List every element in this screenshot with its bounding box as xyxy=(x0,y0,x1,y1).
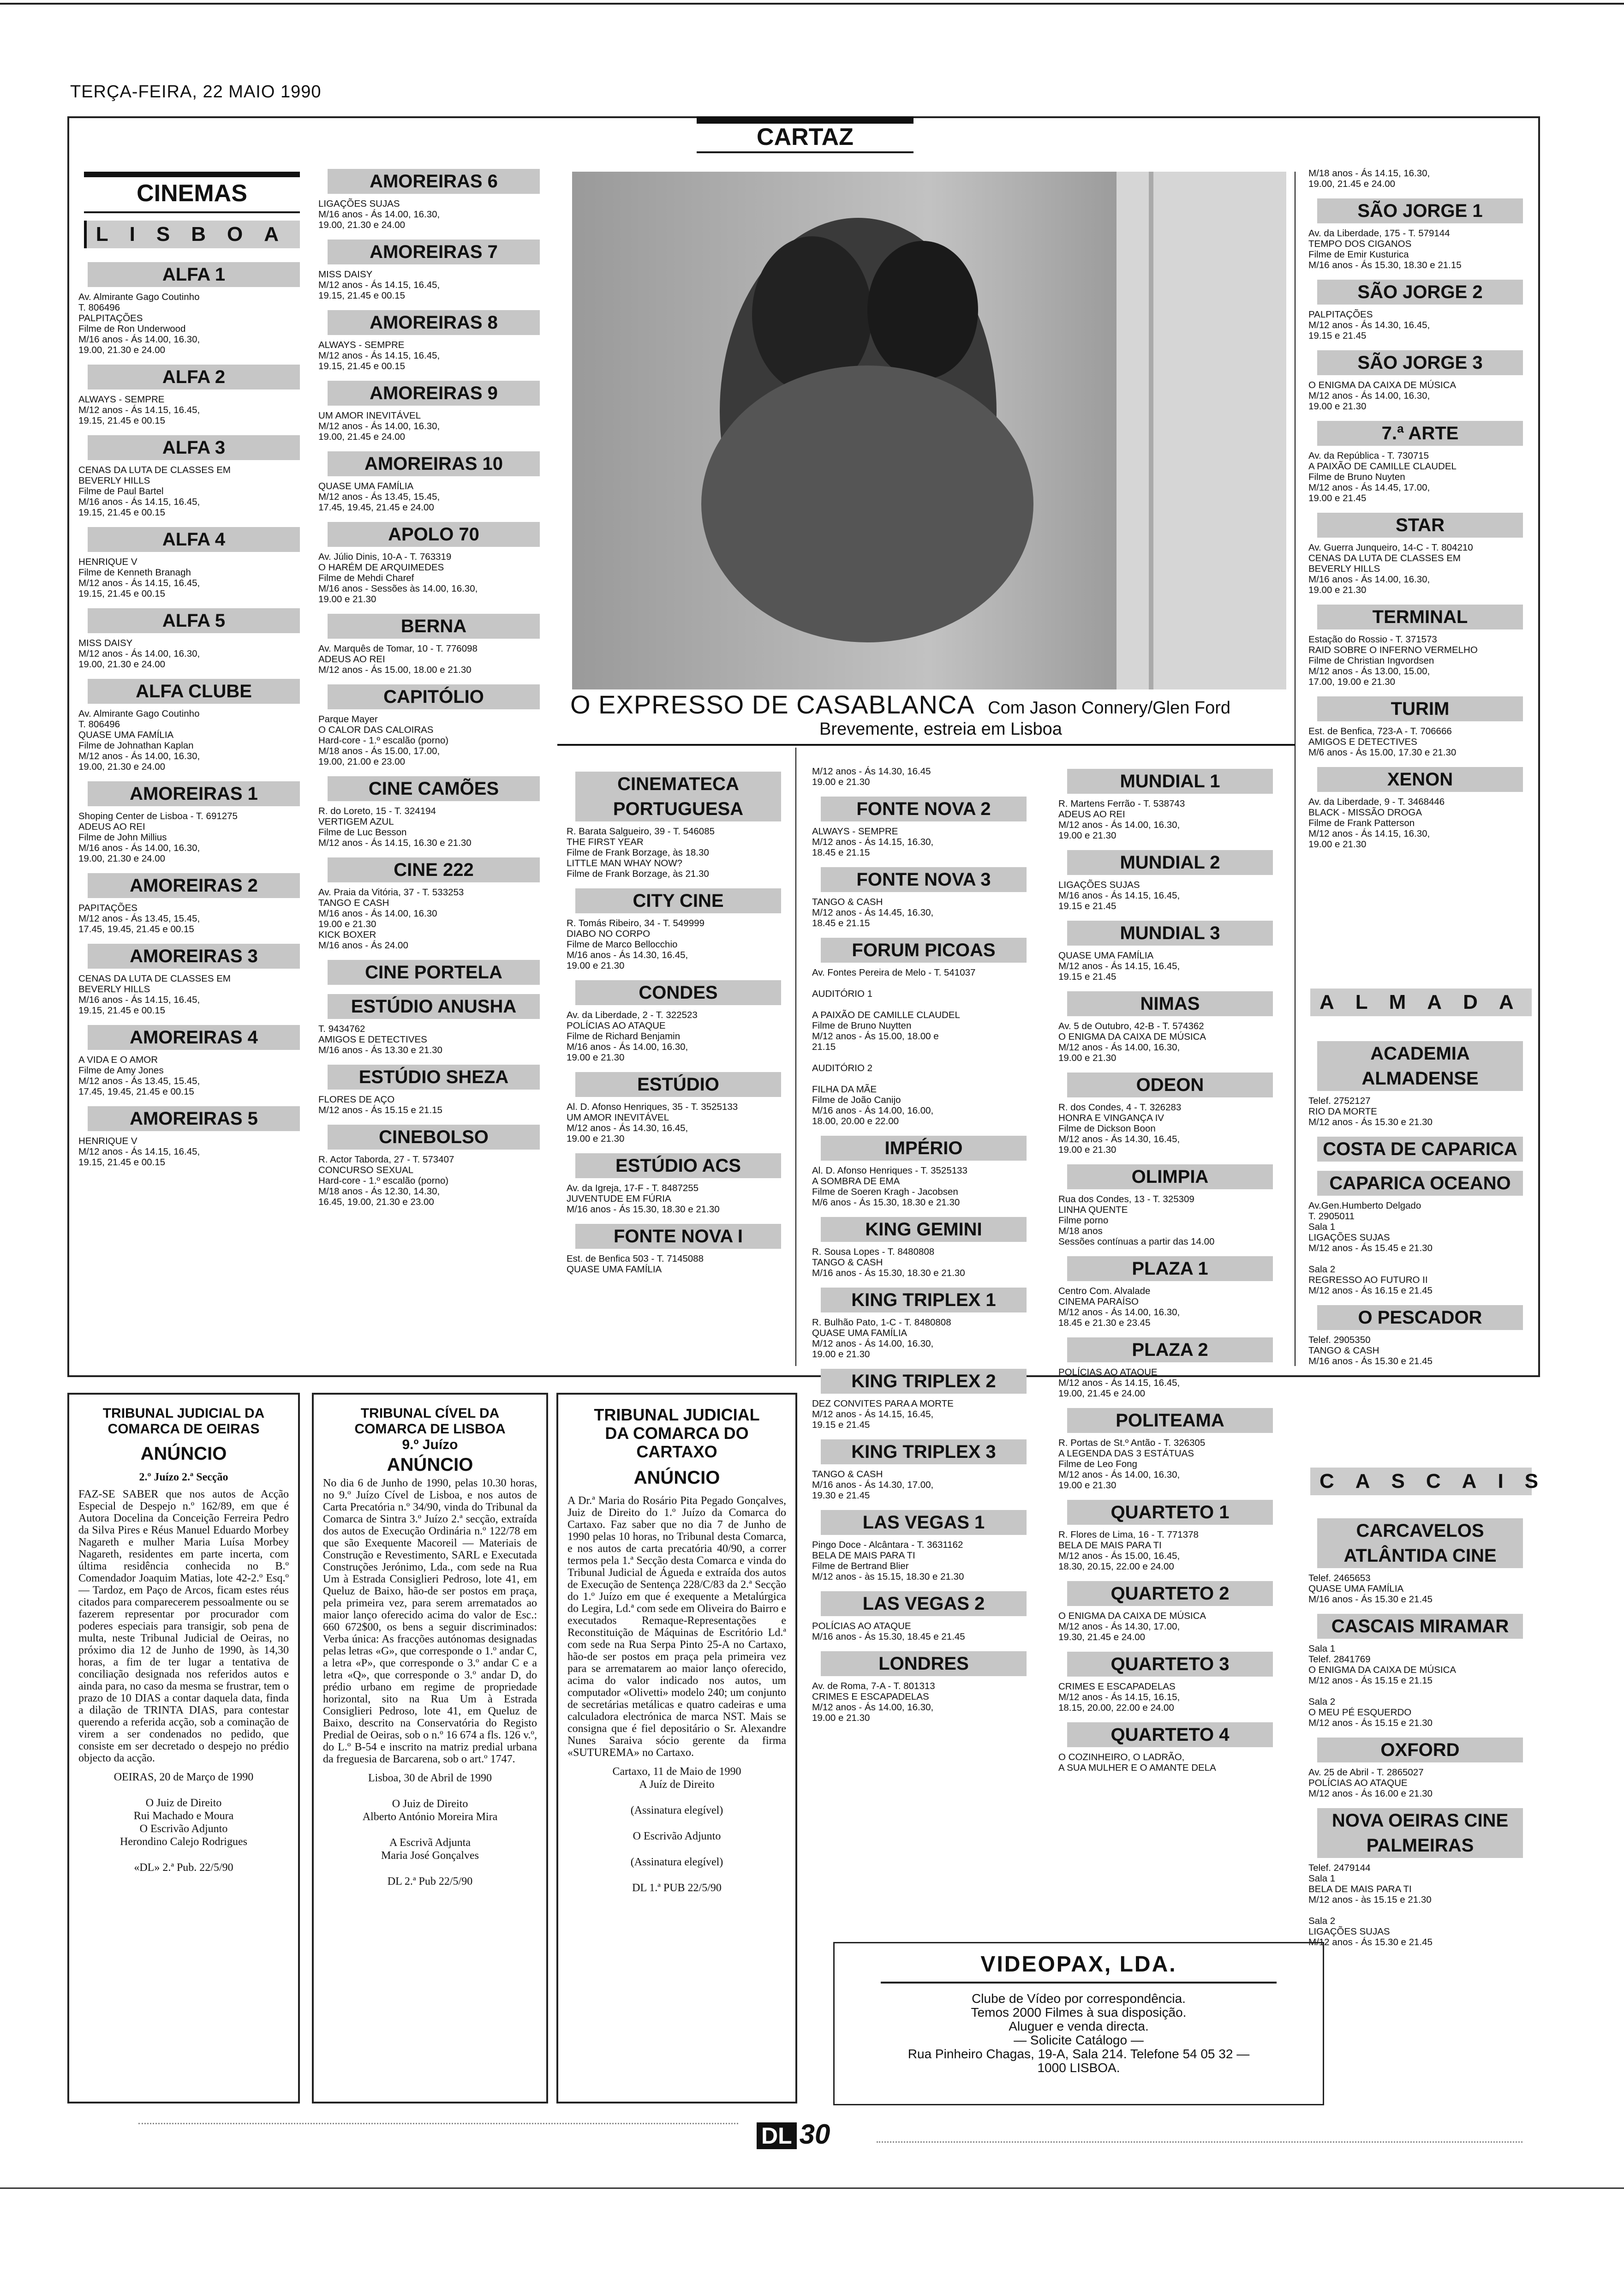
cinema-name: CINE PORTELA xyxy=(328,960,540,985)
cinema-details: O COZINHEIRO, O LADRÃO, A SUA MULHER E O AMANTE DELA xyxy=(1058,1752,1216,1773)
cinema-details: POLÍCIAS AO ATAQUE M/16 anos - Ás 15.30, 18.45 e 21.45 xyxy=(812,1621,965,1642)
cinema-name: FONTE NOVA 3 xyxy=(821,867,1026,892)
cinema-details: M/12 anos - Ás 14.30, 16.45 19.00 e 21.30 xyxy=(812,766,931,787)
cinema-name: KING TRIPLEX 3 xyxy=(821,1439,1026,1464)
cinema-details: Telef. 2752127 RIO DA MORTE M/12 anos - Ás 15.30 e 21.30 xyxy=(1308,1096,1433,1127)
cinema-listing xyxy=(567,772,790,879)
cinema-name: ESTÚDIO SHEZA xyxy=(328,1065,540,1090)
cinema-listing xyxy=(567,980,790,1063)
cinema-name: STAR xyxy=(1317,513,1522,538)
cinema-name: PLAZA 2 xyxy=(1067,1337,1272,1362)
cinema-name: PLAZA 1 xyxy=(1067,1256,1272,1281)
cinema-listing xyxy=(1058,1256,1282,1328)
cinema-details: Telef. 2479144 Sala 1 BELA DE MAIS PARA TI M/12 anos - às 15.15 e 21.30 Sala 2 LIGAÇÕES SUJAS M/12 anos - Ás 15.30 e 21.45 xyxy=(1308,1863,1433,1947)
cinema-details: UM AMOR INEVITÁVEL M/12 anos - Ás 14.00, 16.30, 19.00, 21.45 e 24.00 xyxy=(318,410,440,442)
cinema-listing xyxy=(1308,1041,1532,1127)
ad-body: Clube de Vídeo por correspondência. Temos 2000 Filmes à sua disposição. Aluguer e venda directa. — Solicite Catálogo — Rua Pinheiro Chagas, 19-A, Sala 214. Telefone 54 05 32 — 1000 LISBOA. xyxy=(908,1991,1250,2075)
cinema-details: Sala 1 Telef. 2841769 O ENIGMA DA CAIXA DE MÚSICA M/12 anos - Ás 15.15 e 21.15 Sala 2 O MEU PÉ ESQUERDO M/12 anos - Ás 15.15 e 21.30 xyxy=(1308,1643,1457,1728)
cinema-listing xyxy=(567,1224,790,1275)
cinema-details: Est. de Benfica 503 - T. 7145088 QUASE UMA FAMÍLIA xyxy=(567,1253,704,1275)
cinema-details: O ENIGMA DA CAIXA DE MÚSICA M/12 anos - Ás 14.00, 16.30, 19.00 e 21.30 xyxy=(1308,380,1457,412)
cinema-listing xyxy=(78,873,309,935)
cinema-details: POLÍCIAS AO ATAQUE M/12 anos - Ás 14.15, 16.45, 19.00, 21.45 e 24.00 xyxy=(1058,1367,1180,1399)
cinema-details: LIGAÇÕES SUJAS M/16 anos - Ás 14.15, 16.45, 19.15 e 21.45 xyxy=(1058,880,1180,911)
notice-body: A Dr.ª Maria do Rosário Pita Pegado Gonçalves, Juiz de Direito do 1.º Juízo da Comarca do Cartaxo. Faz saber que no dia 7 de Junho de 1990 pelas 10 horas, no Tribunal desta Comarca, e nos autos de carta precatória 40/90, a correr termos pela 1.ª Secção desta Comarca e vinda do Tribunal Judicial de Águeda e extraída dos autos de Execução de Sentença 228/C/83 da 2.ª Secção do 1.º Juízo em que é exequente a Metalúrgica do Legira, Ld.ª com sede em Oliveira do Bairro e executados Remaque-Representações e Reconstituição de Máquinas de Escritório Ld.ª com sede na Rua Serpa Pinto 25-A no Cartaxo, hão-de ser postos em praça pela primeira vez para se arrematarem ao maior lanço oferecido, acima do valor indicado nos autos, um computador «Olivetti» modelo 240; um conjunto de secretárias metálicas e quatro cadeiras e uma calculadora electrónica de marca NST. Mais se consigna que é fiel depositário o Sr. Alexandre Nunes Saraiva sócio gerente da firma «SUTUREMA» no Cartaxo. xyxy=(567,1495,786,1759)
cinema-listing xyxy=(1308,1305,1532,1366)
cinema-name: LAS VEGAS 2 xyxy=(821,1591,1026,1616)
cinema-listing xyxy=(318,169,549,230)
cinema-details: Av. da Igreja, 17-F - T. 8487255 JUVENTUDE EM FÚRIA M/16 anos - Ás 15.30, 18.30 e 21.30 xyxy=(567,1183,720,1215)
cinema-name: ALFA 2 xyxy=(88,365,300,389)
cinema-name: MUNDIAL 3 xyxy=(1067,921,1272,946)
cinema-name: TERMINAL xyxy=(1317,605,1522,629)
notice-body: FAZ-SE SABER que nos autos de Acção Especial de Despejo n.º 162/89, em que é Autora Docelina da Conceição Ferreira Pedro da Silva Pires e Réus Manuel Eduardo Morbey Nagareth e mulher Maria Luísa Morbey Nagareth, residentes em parte incerta, com última residência conhecida no B.º Comendador Joaquim Matias, lote 42-2.º Esq.º — Tardoz, em Paço de Arcos, ficam estes réus citados para comparecerem pessoalmente ou se fazerem representar por procurador com poderes especiais para transigir, sob pena de multa, neste Tribunal Judicial de Oeiras, no próximo dia 12 de Junho de 1990, às 14,30 horas, a fim de ter lugar a tentativa de conciliação designada nos referidos autos e ainda para, no caso da mesma se frustrar, tem o prazo de 10 DIAS a contar daquela data, finda a dilação de TRINTA DIAS, para contestar querendo a referida acção, sob a cominação de virem a ser condenados no pedido, que consiste em ser decretado o despejo no prédio objecto da acção. xyxy=(78,1488,289,1764)
videopax-ad xyxy=(833,1942,1324,2105)
cinema-details: ALWAYS - SEMPRE M/12 anos - Ás 14.15, 16.45, 19.15, 21.45 e 00.15 xyxy=(318,340,440,372)
cinema-details: Al. D. Afonso Henriques, 35 - T. 3525133 UM AMOR INEVITÁVEL M/12 anos - Ás 14.30, 16.45, 19.00 e 21.30 xyxy=(567,1102,738,1144)
cinema-listing xyxy=(1058,769,1282,841)
region-label: ALMADA xyxy=(1320,991,1535,1013)
cinema-details: M/18 anos - Ás 14.15, 16.30, 19.00, 21.45 e 24.00 xyxy=(1308,168,1430,189)
cinema-listing xyxy=(78,608,309,670)
cinema-column-1 xyxy=(78,262,309,1177)
cinema-listing xyxy=(318,240,549,301)
notice-title: ANÚNCIO xyxy=(633,1468,720,1488)
cinema-listing xyxy=(78,1106,309,1168)
cinema-listing xyxy=(812,1591,1035,1642)
cinema-details: Av. de Roma, 7-A - T. 801313 CRIMES E ESCAPADELAS M/12 anos - Ás 14.00, 16.30, 19.00 e 21.30 xyxy=(812,1681,935,1723)
cinema-listing xyxy=(1058,1500,1282,1572)
cinema-name: FONTE NOVA I xyxy=(575,1224,781,1249)
cinema-listing xyxy=(318,960,549,985)
cinema-details: Av. Praia da Vitória, 37 - T. 533253 TANGO E CASH M/16 anos - Ás 14.00, 16.30 19.00 e 21.30 KICK BOXER M/16 anos - Ás 24.00 xyxy=(318,887,464,951)
cinema-name: XENON xyxy=(1317,767,1522,792)
divider-rule xyxy=(557,744,1296,746)
cinema-details: ALWAYS - SEMPRE M/12 anos - Ás 14.15, 16.45, 19.15, 21.45 e 00.15 xyxy=(78,394,200,426)
cinema-listing xyxy=(1308,198,1532,270)
cinema-listing xyxy=(318,381,549,442)
cinema-listing xyxy=(567,888,790,971)
cinema-name: ODEON xyxy=(1067,1073,1272,1097)
cinema-name: OLIMPIA xyxy=(1067,1164,1272,1189)
notice-title: ANÚNCIO xyxy=(387,1455,473,1475)
cinema-details: HENRIQUE V M/12 anos - Ás 14.15, 16.45, 19.15, 21.45 e 00.15 xyxy=(78,1136,200,1168)
cinema-name: CONDES xyxy=(575,980,781,1005)
cinema-listing xyxy=(1058,921,1282,982)
cinema-name: AMOREIRAS 2 xyxy=(88,873,300,898)
cinema-details: CENAS DA LUTA DE CLASSES EM BEVERLY HILLS Filme de Paul Bartel M/16 anos - Ás 14.15, 16.45, 19.15, 21.45 e 00.15 xyxy=(78,465,231,518)
cinema-details: Centro Com. Alvalade CINEMA PARAÍSO M/12 anos - Ás 14.00, 16.30, 18.45 e 21.30 e 23.45 xyxy=(1058,1286,1180,1328)
page-footer xyxy=(757,2118,830,2150)
cinema-listing xyxy=(812,1217,1035,1278)
cinema-name: CAPARICA OCEANO xyxy=(1317,1171,1522,1196)
cinema-details: MISS DAISY M/12 anos - Ás 14.00, 16.30, 19.00, 21.30 e 24.00 xyxy=(78,638,200,670)
cinema-name: ALFA CLUBE xyxy=(88,679,300,704)
cinema-listing xyxy=(812,1369,1035,1430)
cinema-name: CAPITÓLIO xyxy=(328,684,540,709)
ad-title: VIDEOPAX, LDA. xyxy=(881,1952,1277,1983)
cinema-column-6 xyxy=(1308,168,1532,859)
cinema-details: Av.Gen.Humberto Delgado T. 2905011 Sala 1 LIGAÇÕES SUJAS M/12 anos - Ás 15.45 e 21.30 Sala 2 REGRESSO AO FUTURO II M/12 anos - Ás 16.15 e 21.45 xyxy=(1308,1200,1433,1296)
cinema-name: CITY CINE xyxy=(575,888,781,913)
cinema-name: ACADEMIA ALMADENSE xyxy=(1317,1041,1522,1091)
cinema-details: HENRIQUE V Filme de Kenneth Branagh M/12 anos - Ás 14.15, 16.45, 19.15, 21.45 e 00.15 xyxy=(78,557,200,599)
column-divider xyxy=(795,748,796,1366)
cinema-column-3 xyxy=(567,772,790,1284)
column-divider xyxy=(1295,172,1296,1366)
cinema-name: ALFA 4 xyxy=(88,527,300,552)
cinema-name: MUNDIAL 2 xyxy=(1067,850,1272,875)
cinema-name: COSTA DE CAPARICA xyxy=(1317,1137,1522,1162)
cinema-listing xyxy=(78,262,309,355)
cinema-name: QUARTETO 3 xyxy=(1067,1652,1272,1677)
cinema-listing xyxy=(1308,1614,1532,1728)
cinema-listing xyxy=(1308,168,1532,189)
cinema-name: CINEBOLSO xyxy=(328,1125,540,1150)
cinema-listing xyxy=(812,766,1035,787)
cinema-listing xyxy=(78,1025,309,1097)
cinema-name: AMOREIRAS 5 xyxy=(88,1106,300,1131)
cinema-listing xyxy=(1058,1073,1282,1155)
notice-subheading: 2.º Juízo 2.ª Secção xyxy=(139,1471,228,1483)
cinema-listing xyxy=(318,451,549,513)
cinema-name: QUARTETO 1 xyxy=(1067,1500,1272,1525)
feature-note: Brevemente, estreia em Lisboa xyxy=(819,719,1062,739)
cinema-name: CINEMATECA PORTUGUESA xyxy=(575,772,781,821)
cinema-listing xyxy=(318,310,549,372)
cinema-name: ALFA 1 xyxy=(88,262,300,287)
cinema-details: R. Bulhão Pato, 1-C - T. 8480808 QUASE UMA FAMÍLIA M/12 anos - Ás 14.00, 16.30, 19.00 e 21.30 xyxy=(812,1317,951,1360)
cinema-details: Av. Almirante Gago Coutinho T. 806496 QUASE UMA FAMÍLIA Filme de Johnathan Kaplan M/12 anos - Ás 14.00, 16.30, 19.00, 21.30 e 24.00 xyxy=(78,708,200,772)
cinema-details: MISS DAISY M/12 anos - Ás 14.15, 16.45, 19.15, 21.45 e 00.15 xyxy=(318,269,440,301)
cinema-name: QUARTETO 4 xyxy=(1067,1722,1272,1747)
cinema-details: T. 9434762 AMIGOS E DETECTIVES M/16 anos - Ás 13.30 e 21.30 xyxy=(318,1024,442,1055)
cinema-listing xyxy=(812,1510,1035,1582)
cinema-details: R. Sousa Lopes - T. 8480808 TANGO & CASH M/16 anos - Ás 15.30, 18.30 e 21.30 xyxy=(812,1246,965,1278)
cinema-name: ALFA 3 xyxy=(88,435,300,460)
cinema-name: ESTÚDIO ANUSHA xyxy=(328,994,540,1019)
cinema-name: TURIM xyxy=(1317,696,1522,721)
cinema-column-2 xyxy=(318,169,549,1216)
cinema-name: APOLO 70 xyxy=(328,522,540,547)
cinema-listing xyxy=(812,867,1035,929)
cinema-details: TANGO & CASH M/16 anos - Ás 14.30, 17.00, 19.30 e 21.45 xyxy=(812,1469,934,1501)
cinema-details: PAPITAÇÕES M/12 anos - Ás 13.45, 15.45, 17.45, 19.45, 21.45 e 00.15 xyxy=(78,903,200,935)
movie-still-photo xyxy=(572,172,1286,689)
notice-signature: Lisboa, 30 de Abril de 1990 O Juiz de Direito Alberto António Moreira Mira A Escrivã Adjunta Maria José Gonçalves DL 2.ª Pub 22/5/90 xyxy=(362,1772,498,1888)
notice-signature: OEIRAS, 20 de Março de 1990 O Juiz de Direito Rui Machado e Moura O Escrivão Adjunto Herondino Calejo Rodrigues «DL» 2.ª Pub. 22/5/90 xyxy=(113,1771,254,1874)
cinema-column-almada xyxy=(1308,1041,1532,1376)
region-cascais xyxy=(1310,1468,1560,1495)
cinema-listing xyxy=(318,1065,549,1115)
cinema-listing xyxy=(318,684,549,767)
cinema-listing xyxy=(1058,991,1282,1063)
cinema-listing xyxy=(1308,1518,1532,1605)
cinema-name: KING GEMINI xyxy=(821,1217,1026,1242)
cinema-name: QUARTETO 2 xyxy=(1067,1581,1272,1606)
cinema-details: DEZ CONVITES PARA A MORTE M/12 anos - Ás 14.15, 16.45, 19.15 e 21.45 xyxy=(812,1398,954,1430)
cinema-name: CASCAIS MIRAMAR xyxy=(1317,1614,1522,1639)
cinema-listing xyxy=(78,365,309,426)
cinema-details: O ENIGMA DA CAIXA DE MÚSICA M/12 anos - Ás 14.30, 17.00, 19.30, 21.45 e 24.00 xyxy=(1058,1611,1206,1642)
notice-signature: Cartaxo, 11 de Maio de 1990 A Juíz de Direito (Assinatura elegível) O Escrivão Adjunto (Assinatura elegível) DL 1.ª PUB 22/5/90 xyxy=(612,1766,741,1894)
feature-title: O EXPRESSO DE CASABLANCA xyxy=(570,690,975,719)
bottom-rule xyxy=(0,2187,1624,2189)
cinema-name: ESTÚDIO ACS xyxy=(575,1153,781,1178)
cinema-name: 7.ª ARTE xyxy=(1317,421,1522,446)
cinema-details: Av. Almirante Gago Coutinho T. 806496 PALPITAÇÕES Filme de Ron Underwood M/16 anos - Ás 14.00, 16.30, 19.00, 21.30 e 24.00 xyxy=(78,292,200,355)
cinema-listing xyxy=(1058,1337,1282,1399)
cinema-name: ALFA 5 xyxy=(88,608,300,633)
cinema-details: R. Portas de St.º Antão - T. 326305 A LEGENDA DAS 3 ESTÁTUAS Filme de Leo Fong M/12 anos - Ás 14.00, 16.30, 19.00 e 21.30 xyxy=(1058,1438,1206,1491)
cinema-name: NIMAS xyxy=(1067,991,1272,1016)
cinema-details: Av. Marquês de Tomar, 10 - T. 776098 ADEUS AO REI M/12 anos - Ás 15.00, 18.00 e 21.30 xyxy=(318,643,478,675)
cinema-listing xyxy=(78,781,309,864)
notice-heading: TRIBUNAL JUDICIAL DA COMARCA DE OEIRAS xyxy=(102,1406,265,1437)
cinema-name: O PESCADOR xyxy=(1317,1305,1522,1330)
region-label: CASCAIS xyxy=(1320,1470,1560,1492)
cinema-name: POLITEAMA xyxy=(1067,1408,1272,1433)
cinema-name: AMOREIRAS 4 xyxy=(88,1025,300,1050)
cinema-details: Parque Mayer O CALOR DAS CALOIRAS Hard-core - 1.º escalão (porno) M/18 anos - Ás 15.00, 17.00, 19.00, 21.00 e 23.00 xyxy=(318,714,449,767)
cinema-name: IMPÉRIO xyxy=(821,1136,1026,1161)
cinema-listing xyxy=(1058,850,1282,911)
page-date: TERÇA-FEIRA, 22 MAIO 1990 xyxy=(70,82,322,102)
notice-heading: TRIBUNAL JUDICIAL DA COMARCA DO CARTAXO xyxy=(594,1405,760,1461)
cinema-listing xyxy=(318,1125,549,1207)
cinema-details: R. Martens Ferrão - T. 538743 ADEUS AO REI M/12 anos - Ás 14.00, 16.30, 19.00 e 21.30 xyxy=(1058,798,1185,841)
cinema-name: AMOREIRAS 10 xyxy=(328,451,540,476)
cinema-listing xyxy=(1058,1164,1282,1247)
cinema-details: Av. da Liberdade, 2 - T. 322523 POLÍCIAS AO ATAQUE Filme de Richard Benjamin M/16 anos - Ás 14.00, 16.30, 19.00 e 21.30 xyxy=(567,1010,698,1063)
cinema-listing xyxy=(1058,1652,1282,1713)
cinema-listing xyxy=(812,1439,1035,1501)
cinema-name: AMOREIRAS 6 xyxy=(328,169,540,194)
cinema-details: TANGO & CASH M/12 anos - Ás 14.45, 16.30, 18.45 e 21.15 xyxy=(812,897,934,929)
cinema-listing xyxy=(318,776,549,848)
newspaper-logo: DL xyxy=(757,2122,797,2149)
cinema-details: FLORES DE AÇO M/12 anos - Ás 15.15 e 21.15 xyxy=(318,1094,442,1115)
cinema-listing xyxy=(78,527,309,599)
cinema-details: Telef. 2465653 QUASE UMA FAMÍLIA M/16 anos - Ás 15.30 e 21.45 xyxy=(1308,1573,1433,1605)
cinema-name: FORUM PICOAS xyxy=(821,938,1026,963)
cinema-details: R. do Loreto, 15 - T. 324194 VERTIGEM AZUL Filme de Luc Besson M/12 anos - Ás 14.15, 16.30 e 21.30 xyxy=(318,806,472,848)
page-number: 30 xyxy=(799,2119,830,2150)
region-marker-icon xyxy=(84,221,87,248)
cinema-name: NOVA OEIRAS CINE PALMEIRAS xyxy=(1317,1808,1522,1858)
cinema-name: CINE CAMÕES xyxy=(328,776,540,801)
cinema-details: LIGAÇÕES SUJAS M/16 anos - Ás 14.00, 16.30, 19.00, 21.30 e 24.00 xyxy=(318,198,440,230)
cinema-details: A VIDA E O AMOR Filme de Amy Jones M/12 anos - Ás 13.45, 15.45, 17.45, 19.45, 21.45 e 00.15 xyxy=(78,1055,200,1097)
cinema-details: Shoping Center de Lisboa - T. 691275 ADEUS AO REI Filme de John Millius M/16 anos - Ás 14.00, 16.30, 19.00, 21.30 e 24.00 xyxy=(78,811,238,864)
cinema-details: Av. Fontes Pereira de Melo - T. 541037 AUDITÓRIO 1 A PAIXÃO DE CAMILLE CLAUDEL Filme de Bruno Nuytten M/12 anos - Ás 15.00, 18.00 e 21.15 AUDITÓRIO 2 FILHA DA MÃE Filme de João Canijo M/16 anos - Ás 14.00, 16.00, 18.00, 20.00 e 22.00 xyxy=(812,967,976,1127)
region-lisboa xyxy=(84,221,300,248)
couple-embrace-illustration xyxy=(572,172,1286,689)
cinema-listing xyxy=(812,797,1035,858)
feature-cast: Com Jason Connery/Glen Ford xyxy=(988,698,1231,718)
cinema-name: AMOREIRAS 8 xyxy=(328,310,540,335)
cinema-listing xyxy=(1308,1808,1532,1947)
cinema-listing xyxy=(1308,1738,1532,1799)
cinema-details: Av. 5 de Outubro, 42-B - T. 574362 O ENIGMA DA CAIXA DE MÚSICA M/12 anos - Ás 14.00, 16.30, 19.00 e 21.30 xyxy=(1058,1021,1206,1063)
cinema-name: OXFORD xyxy=(1317,1738,1522,1762)
court-notice-oeiras xyxy=(67,1393,300,2103)
dotted-rule xyxy=(138,2123,738,2135)
cinema-listing xyxy=(318,522,549,605)
cinema-name: SÃO JORGE 3 xyxy=(1317,350,1522,375)
cinema-name: LONDRES xyxy=(821,1651,1026,1676)
cinema-name: ESTÚDIO xyxy=(575,1072,781,1097)
cinema-name: SÃO JORGE 2 xyxy=(1317,280,1522,305)
cinema-listing xyxy=(1308,513,1532,595)
cinema-column-cascais xyxy=(1308,1518,1532,1957)
cinema-listing xyxy=(1058,1408,1282,1491)
cinema-name: SÃO JORGE 1 xyxy=(1317,198,1522,223)
cinema-details: Av. Guerra Junqueiro, 14-C - T. 804210 CENAS DA LUTA DE CLASSES EM BEVERLY HILLS M/16 anos - Ás 14.00, 16.30, 19.00 e 21.30 xyxy=(1308,542,1473,595)
section-title: CARTAZ xyxy=(697,116,914,153)
cinema-listing xyxy=(78,944,309,1016)
notice-body: No dia 6 de Junho de 1990, pelas 10.30 horas, no 9.º Juízo Cível de Lisboa, e nos autos de Carta Precatória n.º 34/90, vinda do Tribunal da Comarca de Sintra 3.º Juízo 2.ª secção, extraída dos autos de Execução Ordinária n.º 122/78 em que são Exequente Macoreil — Materiais de Construção e Revestimento, SARL e Executada Construções Jerónimo, Lda., com sede na Rua Um à Estrada Consiglieri Pedroso, lote 41, em Queluz de Baixo, hão-de ser postos em praça, pela primeira vez, para serem arrematados ao maior lanço oferecido acima do valor de Esc.: 660 672$00, os bens a seguir discriminados: Verba única: As fracções autónomas designadas pelas letras «G», que corresponde o 1.º andar C, a letra «P», que corresponde o 3.º andar C e a letra «Q», que corresponde o 3.º andar D, do prédio urbano em regime de propriedade horizontal, sito na Rua Um à Estrada Consiglieri Pedroso, lote 41, em Queluz de Baixo, descrito na Conservatória do Registo Predial de Oeiras, sob o n.º 16 674 a fls. 126 v.º, do L.º B-54 e inscrito na matriz predial urbana da freguesia de Barcarena, sob o art.º 1747. xyxy=(323,1477,537,1765)
cinema-name: FONTE NOVA 2 xyxy=(821,797,1026,821)
cinema-details: Al. D. Afonso Henriques - T. 3525133 A SOMBRA DE EMA Filme de Soeren Kragh - Jacobsen M/6 anos - Ás 15.30, 18.30 e 21.30 xyxy=(812,1165,967,1208)
notice-title: ANÚNCIO xyxy=(140,1444,227,1464)
cinema-listing xyxy=(812,938,1035,1127)
feature-caption xyxy=(570,689,1290,739)
cinema-details: CRIMES E ESCAPADELAS M/12 anos - Ás 14.15, 16.15, 18.15, 20.00, 22.00 e 24.00 xyxy=(1058,1681,1180,1713)
cinema-details: Estação do Rossio - T. 371573 RAID SOBRE O INFERNO VERMELHO Filme de Christian Ingvordsen M/12 anos - Ás 13.00, 15.00, 17.00, 19.00 e 21.30 xyxy=(1308,634,1478,687)
cinema-name: CARCAVELOS ATLÂNTIDA CINE xyxy=(1317,1518,1522,1568)
cinema-listing xyxy=(812,1288,1035,1360)
cinema-listing xyxy=(1308,1171,1532,1296)
cinema-details: R. Actor Taborda, 27 - T. 573407 CONCURSO SEXUAL Hard-core - 1.º escalão (porno) M/18 anos - Ás 12.30, 14.30, 16.45, 19.00, 21.30 e 23.00 xyxy=(318,1154,454,1207)
cinema-details: QUASE UMA FAMÍLIA M/12 anos - Ás 13.45, 15.45, 17.45, 19.45, 21.45 e 24.00 xyxy=(318,481,440,513)
cinema-listing xyxy=(812,1136,1035,1208)
court-notice-lisboa xyxy=(312,1393,548,2103)
cinema-listing xyxy=(812,1651,1035,1723)
region-label: LISBOA xyxy=(96,223,300,246)
cinema-listing xyxy=(1308,605,1532,687)
top-rule xyxy=(0,3,1624,5)
cinema-listing xyxy=(567,1153,790,1215)
cinema-details: Pingo Doce - Alcântara - T. 3631162 BELA DE MAIS PARA TI Filme de Bertrand Blier M/12 anos - às 15.15, 18.30 e 21.30 xyxy=(812,1540,964,1582)
cinema-name: LAS VEGAS 1 xyxy=(821,1510,1026,1535)
cinema-listing xyxy=(1308,767,1532,850)
cinema-name: KING TRIPLEX 1 xyxy=(821,1288,1026,1312)
cinema-details: Av. 25 de Abril - T. 2865027 POLÍCIAS AO ATAQUE M/12 anos - Ás 16.00 e 21.30 xyxy=(1308,1767,1433,1799)
cinema-column-5 xyxy=(1058,769,1282,1782)
cinema-name: AMOREIRAS 7 xyxy=(328,240,540,264)
cinema-listing xyxy=(1308,280,1532,341)
court-notice-cartaxo xyxy=(556,1393,797,2103)
notice-heading: TRIBUNAL CÍVEL DA COMARCA DE LISBOA 9.º Juízo xyxy=(354,1406,506,1452)
cinema-details: Rua dos Condes, 13 - T. 325309 LINHA QUENTE Filme porno M/18 anos Sessões contínuas a partir das 14.00 xyxy=(1058,1194,1215,1247)
cinema-details: Telef. 2905350 TANGO & CASH M/16 anos - Ás 15.30 e 21.45 xyxy=(1308,1335,1433,1366)
cinema-details: R. Tomás Ribeiro, 34 - T. 549999 DIABO NO CORPO Filme de Marco Bellocchio M/16 anos - Ás 14.30, 16.45, 19.00 e 21.30 xyxy=(567,918,705,971)
cinema-name: CINE 222 xyxy=(328,857,540,882)
cinema-listing xyxy=(1058,1581,1282,1642)
cinema-details: CENAS DA LUTA DE CLASSES EM BEVERLY HILLS M/16 anos - Ás 14.15, 16.45, 19.15, 21.45 e 00.15 xyxy=(78,973,231,1016)
cinema-listing xyxy=(318,994,549,1055)
cinema-details: Av. da Liberdade, 175 - T. 579144 TEMPO DOS CIGANOS Filme de Emir Kusturica M/16 anos - Ás 15.30, 18.30 e 21.15 xyxy=(1308,228,1462,270)
cinema-name: MUNDIAL 1 xyxy=(1067,769,1272,794)
cinema-listing xyxy=(1308,696,1532,758)
cinema-listing xyxy=(78,679,309,772)
cinema-details: Est. de Benfica, 723-A - T. 706666 AMIGOS E DETECTIVES M/6 anos - Ás 15.00, 17.30 e 21.30 xyxy=(1308,726,1457,758)
cinema-name: AMOREIRAS 9 xyxy=(328,381,540,406)
cinema-details: QUASE UMA FAMÍLIA M/12 anos - Ás 14.15, 16.45, 19.15 e 21.45 xyxy=(1058,950,1180,982)
cinema-name: AMOREIRAS 1 xyxy=(88,781,300,806)
cinema-details: R. dos Condes, 4 - T. 326283 HONRA E VINGANÇA IV Filme de Dickson Boon M/12 anos - Ás 14.30, 16.45, 19.00 e 21.30 xyxy=(1058,1102,1182,1155)
cinema-details: R. Flores de Lima, 16 - T. 771378 BELA DE MAIS PARA TI M/12 anos - Ás 15.00, 16.45, 18.30, 20.15, 22.00 e 24.00 xyxy=(1058,1529,1199,1572)
region-almada xyxy=(1310,989,1535,1016)
cinema-listing xyxy=(1308,1137,1532,1162)
cinema-column-4 xyxy=(812,766,1035,1732)
cinema-name: KING TRIPLEX 2 xyxy=(821,1369,1026,1394)
cinema-name: AMOREIRAS 3 xyxy=(88,944,300,969)
cinema-details: Av. da Liberdade, 9 - T. 3468446 BLACK - MISSÃO DROGA Filme de Frank Patterson M/12 anos - Ás 14.15, 16.30, 19.00 e 21.30 xyxy=(1308,797,1445,850)
cinemas-heading: CINEMAS xyxy=(84,172,300,213)
cinema-listing xyxy=(318,857,549,951)
cinema-listing xyxy=(1308,350,1532,412)
cinema-listing xyxy=(78,435,309,518)
cinema-listing xyxy=(1058,1722,1282,1773)
cinema-name: BERNA xyxy=(328,614,540,639)
cinema-details: R. Barata Salgueiro, 39 - T. 546085 THE FIRST YEAR Filme de Frank Borzage, às 18.30 LITTLE MAN WHAY NOW? Filme de Frank Borzage, às 21.30 xyxy=(567,826,715,879)
cinema-details: PALPITAÇÕES M/12 anos - Ás 14.30, 16.45, 19.15 e 21.45 xyxy=(1308,309,1430,341)
cinema-details: Av. Júlio Dinis, 10-A - T. 763319 O HARÉM DE ARQUIMEDES Filme de Mehdi Charef M/16 anos - Sessões às 14.00, 16.30, 19.00 e 21.30 xyxy=(318,551,478,605)
cinema-details: ALWAYS - SEMPRE M/12 anos - Ás 14.15, 16.30, 18.45 e 21.15 xyxy=(812,826,934,858)
cinema-listing xyxy=(567,1072,790,1144)
cinema-listing xyxy=(318,614,549,675)
cinema-listing xyxy=(1308,421,1532,503)
cinema-details: Av. da República - T. 730715 A PAIXÃO DE CAMILLE CLAUDEL Filme de Bruno Nuyten M/12 anos - Ás 14.45, 17.00, 19.00 e 21.45 xyxy=(1308,450,1457,503)
dotted-rule xyxy=(877,2141,1522,2143)
